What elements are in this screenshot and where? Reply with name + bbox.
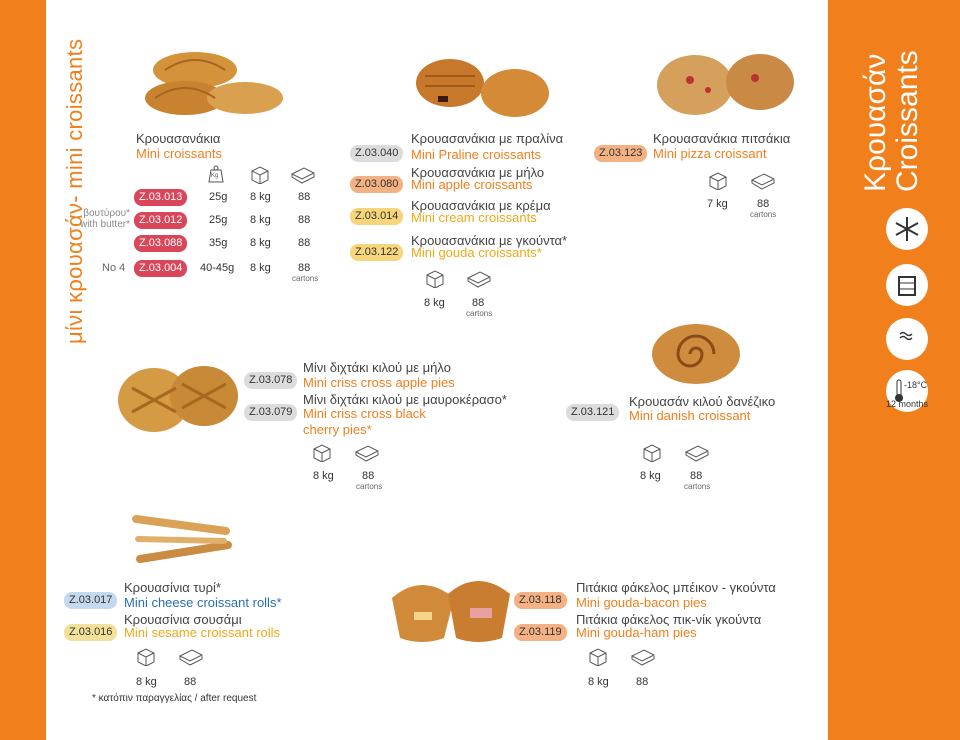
product-name-greek: Πιτάκια φάκελος μπέικον - γκούντα (576, 580, 776, 595)
box-value: 8 kg (640, 470, 661, 482)
code-badge: Z.03.118 (514, 592, 567, 609)
product-name-english: Mini criss cross apple pies (303, 375, 455, 390)
product-name-english-cont: cherry pies* (303, 422, 372, 437)
code-badge: Z.03.004 (134, 260, 187, 277)
product-name-english: Mini gouda-bacon pies (576, 595, 707, 610)
section1-title-greek: Κρουασανάκια (136, 131, 221, 146)
cartons-value: 88 (690, 470, 703, 482)
box-icon (642, 444, 662, 467)
danish-croissant-image (648, 318, 748, 393)
cartons-value: 88 (298, 237, 311, 249)
cartons-label: cartons (466, 309, 493, 318)
snowflake-icon (886, 208, 928, 250)
freeze-temp: -18°C (904, 380, 928, 390)
footnote: * κατόπιν παραγγελίας / after request (92, 693, 257, 704)
pallet-icon (684, 444, 710, 467)
product-name-greek: Μίνι διχτάκι κιλού με μήλο (303, 360, 451, 375)
mini-croissants-image (140, 40, 290, 130)
code-badge: Z.03.079 (244, 404, 297, 421)
box-icon (425, 270, 445, 293)
cartons-value: 88 (298, 191, 311, 203)
left-orange-band (0, 0, 46, 740)
left-vertical-title: μίνι κρουασάν- mini croissants (62, 38, 87, 344)
croissant-rolls-image (128, 505, 238, 575)
code-badge: Z.03.016 (64, 624, 117, 641)
box-value: 8 kg (136, 676, 157, 688)
product-name-greek: Κρουασανάκια με γκούντα* (411, 233, 568, 248)
box-icon (250, 166, 270, 189)
cartons-value: 88 (757, 198, 770, 210)
weight-icon: Kg (208, 165, 224, 188)
cartons-value: 88 (636, 676, 649, 688)
code-badge: Z.03.088 (134, 235, 187, 252)
praline-croissants-image (410, 48, 555, 133)
product-name-english: Mini sesame croissant rolls (124, 625, 281, 640)
thaw-info: 170°C 25' (894, 339, 920, 359)
code-badge: Z.03.012 (134, 212, 187, 229)
pallet-icon (466, 270, 492, 293)
section1-title-english: Mini croissants (136, 146, 222, 161)
code-badge: Z.03.017 (64, 592, 117, 609)
product-name-english: Mini cream croissants (411, 210, 537, 225)
right-title-greek: Κρουασάν (859, 53, 892, 192)
code-badge: Z.03.123 (594, 145, 647, 162)
criss-cross-pies-image (112, 358, 242, 443)
pallet-icon (290, 166, 316, 189)
cartons-value: 88 (472, 297, 485, 309)
code-badge: Z.03.078 (244, 372, 297, 389)
product-name-greek: Κρουασίνια τυρί* (124, 580, 221, 595)
box-icon (136, 648, 156, 671)
pallet-icon (178, 648, 204, 671)
cartons-label: cartons (750, 210, 777, 219)
box-value: 7 kg (707, 198, 728, 210)
box-value: 8 kg (250, 262, 271, 274)
product-name-greek: Κρουασίνια σουσάμι (124, 612, 242, 627)
product-name-english: Mini gouda-ham pies (576, 625, 697, 640)
product-name-english: Mini criss cross black (303, 406, 426, 421)
no4-label: No 4 (102, 262, 126, 274)
code-badge: Z.03.122 (350, 244, 403, 261)
cartons-label: cartons (292, 274, 319, 283)
cartons-label: cartons (356, 482, 383, 491)
right-vertical-title (860, 50, 924, 192)
right-title-english: Croissants (891, 50, 924, 192)
shelf-life: 12 months (885, 399, 929, 409)
product-name-english: Mini pizza croissant (653, 146, 767, 161)
product-name-english: Mini danish croissant (629, 408, 751, 423)
code-badge: Z.03.121 (566, 404, 619, 421)
box-value: 8 kg (588, 676, 609, 688)
box-value: 8 kg (250, 237, 271, 249)
product-name-greek: Κρουασανάκια με πραλίνα (411, 131, 564, 146)
product-name-greek: Κρουασανάκια με κρέμα (411, 198, 551, 213)
envelope-pies-image (386, 568, 516, 653)
product-name-greek: Μίνι διχτάκι κιλού με μαυροκέρασο* (303, 392, 507, 407)
code-badge: Z.03.014 (350, 208, 403, 225)
box-value: 8 kg (313, 470, 334, 482)
product-name-greek: Κρουασανάκια πιτσάκια (653, 131, 791, 146)
box-value: 8 kg (424, 297, 445, 309)
product-name-english: Mini cheese croissant rolls* (124, 595, 282, 610)
weight-value: 35g (209, 237, 228, 249)
product-name-greek: Κρουασανάκια με μήλο (411, 165, 545, 180)
weight-value: 40-45g (200, 262, 235, 274)
cartons-value: 88 (298, 262, 311, 274)
cartons-value: 88 (362, 470, 375, 482)
box-value: 8 kg (250, 191, 271, 203)
product-name-english: Mini apple croissants (411, 177, 533, 192)
product-name-english: Mini Praline croissants (411, 147, 542, 162)
weight-value: 25g (209, 214, 228, 226)
box-stack-icon (886, 264, 928, 306)
pallet-icon (630, 648, 656, 671)
pizza-croissant-image (650, 40, 800, 130)
product-name-greek: Κρουασάν κιλού δανέζικο (629, 394, 776, 409)
code-badge: Z.03.040 (350, 145, 403, 162)
pallet-icon (354, 444, 380, 467)
cartons-value: 88 (184, 676, 197, 688)
box-icon (588, 648, 608, 671)
cartons-label: cartons (684, 482, 711, 491)
code-badge: Z.03.013 (134, 189, 187, 206)
box-value: 8 kg (250, 214, 271, 226)
pallet-icon (750, 172, 776, 195)
code-badge: Z.03.119 (514, 624, 567, 641)
weight-value: 25g (209, 191, 228, 203)
butter-label: βουτύρου* with butter* (79, 208, 130, 230)
box-icon (708, 172, 728, 195)
product-name-english: Mini gouda croissants* (411, 245, 542, 260)
box-icon (312, 444, 332, 467)
product-name-greek: Πιτάκια φάκελος πικ-νίκ γκούντα (576, 612, 762, 627)
code-badge: Z.03.080 (350, 176, 403, 193)
cartons-value: 88 (298, 214, 311, 226)
